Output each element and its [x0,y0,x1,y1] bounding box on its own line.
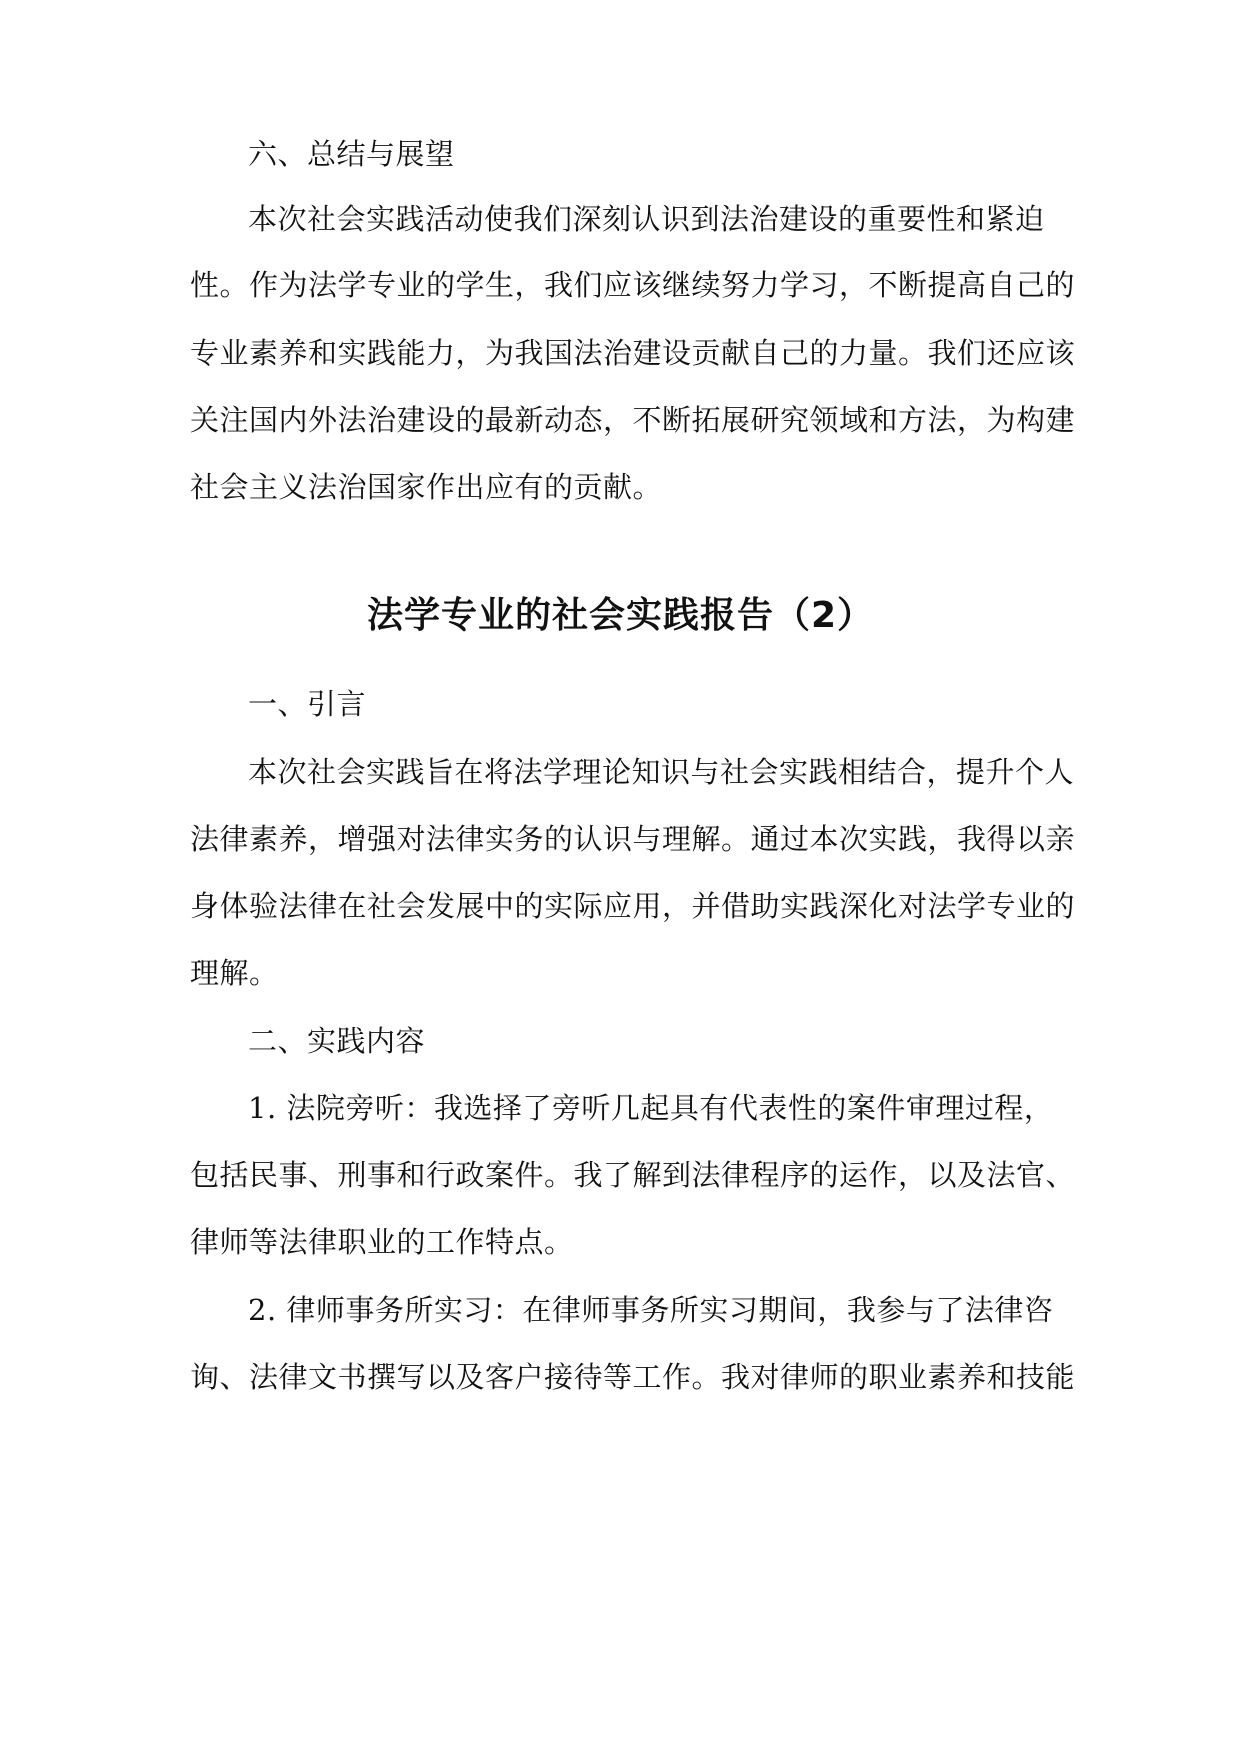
paragraph-line: 本次社会实践活动使我们深刻认识到法治建设的重要性和紧迫 [248,202,1045,236]
paragraph-line: 法律素养，增强对法律实务的认识与理解。通过本次实践，我得以亲 [190,822,1076,856]
paragraph-line: 身体验法律在社会发展中的实际应用，并借助实践深化对法学专业的 [190,889,1076,923]
list-item-line: 包括民事、刑事和行政案件。我了解到法律程序的运作，以及法官、 [190,1158,1076,1192]
list-item-line: 2. 律师事务所实习：在律师事务所实习期间，我参与了法律咨 [248,1293,1054,1327]
section-heading-summary: 六、总结与展望 [248,137,455,171]
list-item-line: 律师等法律职业的工作特点。 [190,1225,574,1259]
list-item-line: 询、法律文书撰写以及客户接待等工作。我对律师的职业素养和技能 [190,1360,1076,1394]
section-heading-intro: 一、引言 [248,687,367,721]
paragraph-line: 社会主义法治国家作出应有的贡献。 [190,470,663,504]
report-title: 法学专业的社会实践报告（2） [366,595,875,636]
paragraph-line: 理解。 [190,956,279,990]
paragraph-line: 关注国内外法治建设的最新动态，不断拓展研究领域和方法，为构建 [190,403,1076,437]
section-heading-content: 二、实践内容 [248,1024,426,1058]
paragraph-line: 本次社会实践旨在将法学理论知识与社会实践相结合，提升个人 [248,755,1075,789]
paragraph-line: 专业素养和实践能力，为我国法治建设贡献自己的力量。我们还应该 [190,336,1076,370]
paragraph-line: 性。作为法学专业的学生，我们应该继续努力学习，不断提高自己的 [190,268,1076,302]
list-item-line: 1. 法院旁听：我选择了旁听几起具有代表性的案件审理过程， [248,1091,1054,1125]
